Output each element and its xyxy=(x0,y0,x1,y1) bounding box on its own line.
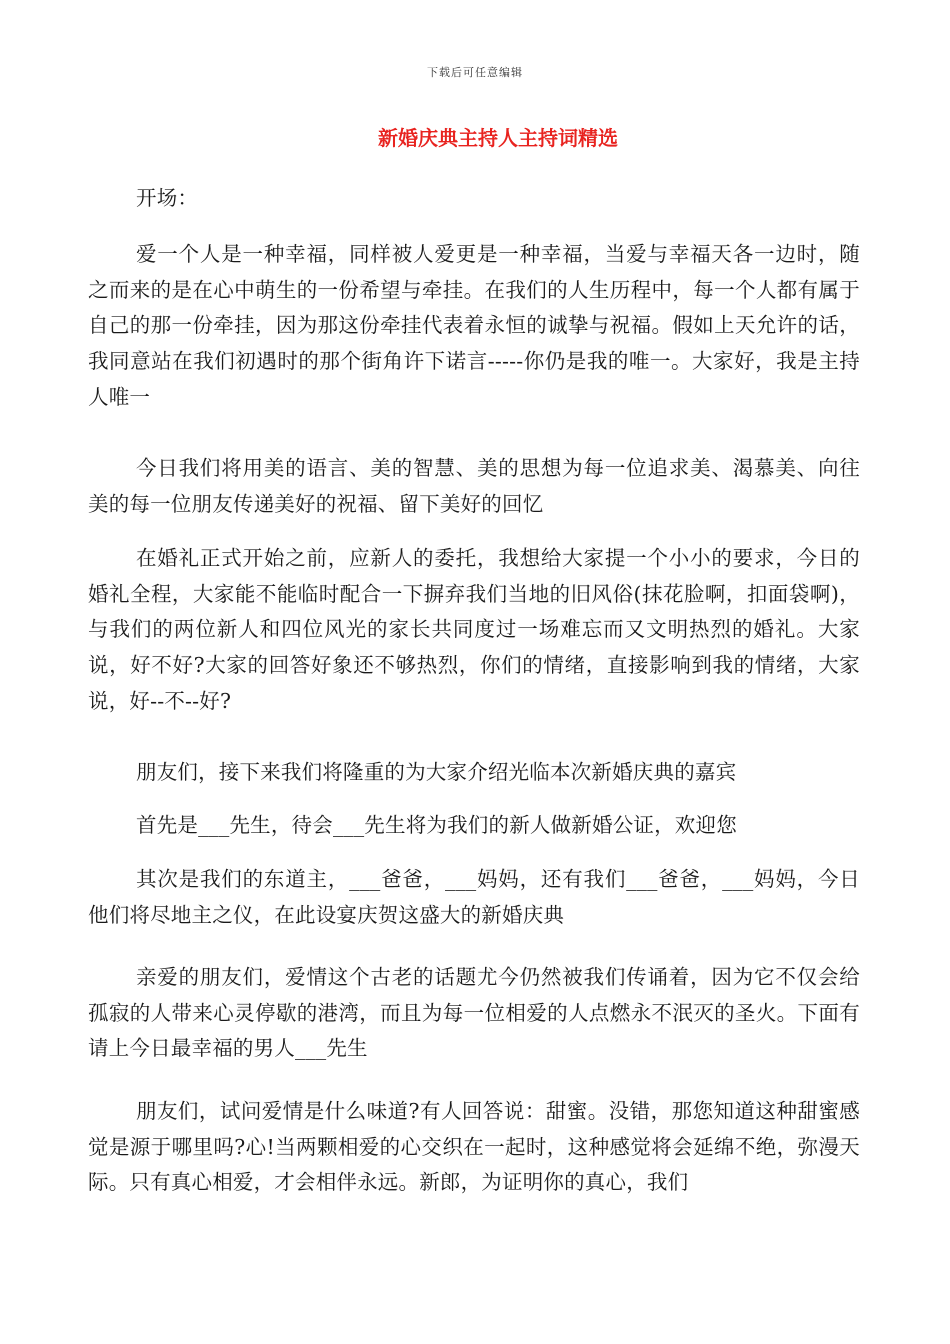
paragraph-4: 朋友们，接下来我们将隆重的为大家介绍光临本次新婚庆典的嘉宾 xyxy=(136,760,737,784)
paragraph-8: 朋友们，试问爱情是什么味道?有人回答说：甜蜜。没错，那您知道这种甜蜜感觉是源于哪里吗?心!当两颗相爱的心交织在一起时，这种感觉将会延绵不绝，弥漫天际。只有真心相爱，才会相伴永远。新郎，为证明你的真心，我们 xyxy=(88,1099,860,1195)
paragraph-opening: 开场： xyxy=(136,186,199,210)
paragraph-2: 今日我们将用美的语言、美的智慧、美的思想为每一位追求美、渴慕美、向往美的每一位朋友传递美好的祝福、留下美好的回忆 xyxy=(88,456,860,516)
paragraph-6: 其次是我们的东道主，___爸爸，___妈妈，还有我们___爸爸，___妈妈，今日他们将尽地主之仪，在此设宴庆贺这盛大的新婚庆典 xyxy=(88,867,860,927)
paragraph-5: 首先是___先生，待会___先生将为我们的新人做新婚公证，欢迎您 xyxy=(136,813,737,837)
header-note: 下载后可任意编辑 xyxy=(427,66,523,79)
paragraph-1: 爱一个人是一种幸福，同样被人爱更是一种幸福，当爱与幸福天各一边时，随之而来的是在心中萌生的一份希望与牵挂。在我们的人生历程中，每一个人都有属于自己的那一份牵挂，因为那这份牵挂代表着永恒的诚挚与祝福。假如上天允许的话，我同意站在我们初遇时的那个街角许下诺言-----你仍是我的唯一。大家好，我是主持人唯一 xyxy=(88,242,860,409)
document-title: 新婚庆典主持人主持词精选 xyxy=(378,126,618,150)
paragraph-3: 在婚礼正式开始之前，应新人的委托，我想给大家提一个小小的要求，今日的婚礼全程，大家能不能临时配合一下摒弃我们当地的旧风俗(抹花脸啊，扣面袋啊)，与我们的两位新人和四位风光的家长共同度过一场难忘而又文明热烈的婚礼。大家说，好不好?大家的回答好象还不够热烈，你们的情绪，直接影响到我的情绪，大家说，好--不--好? xyxy=(88,546,860,713)
paragraph-7: 亲爱的朋友们，爱情这个古老的话题尤今仍然被我们传诵着，因为它不仅会给孤寂的人带来心灵停歇的港湾，而且为每一位相爱的人点燃永不泯灭的圣火。下面有请上今日最幸福的男人___先生 xyxy=(88,965,860,1061)
